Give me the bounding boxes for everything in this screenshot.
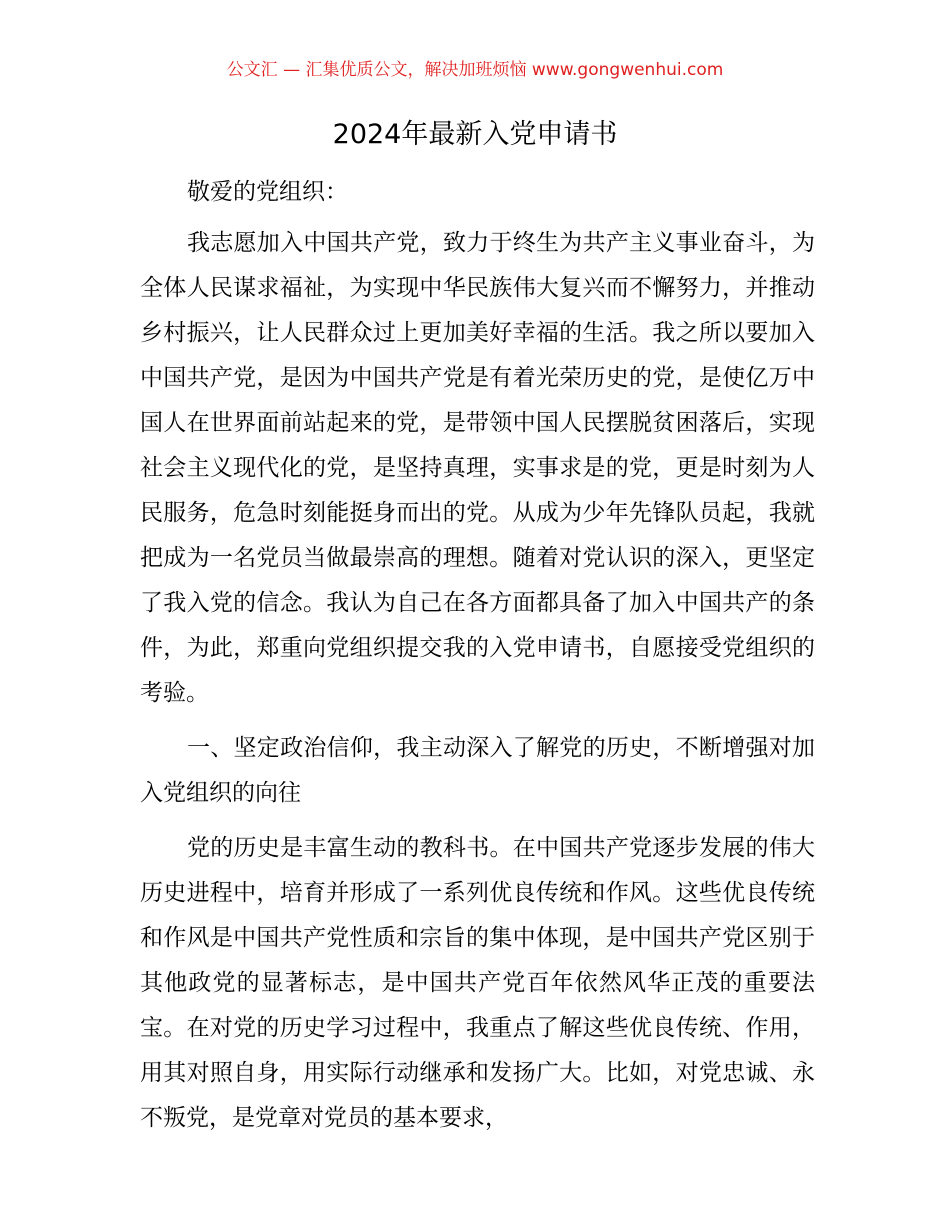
salutation: 敬爱的党组织：	[187, 179, 348, 205]
document-title: 2024年最新入党申请书	[332, 119, 618, 150]
header-banner: 公文汇 — 汇集优质公文，解决加班烦恼 www.gongwenhui.com	[226, 60, 724, 80]
paragraph-history: 党的历史是丰富生动的教科书。在中国共产党逐步发展的伟大历史进程中，培育并形成了一系列优良传统和作风。这些优良传统和作风是中国共产党性质和宗旨的集中体现，是中国共产党区别于其他政党的显著标志，是中国共产党百年依然风华正茂的重要法宝。在对党的历史学习过程中，我重点了解这些优良传统、作用，用其对照自身，用实际行动继承和发扬广大。比如，对党忠诚、永不叛党，是党章对党员的基本要求，	[140, 835, 815, 1131]
paragraph-intro: 我志愿加入中国共产党，致力于终生为共产主义事业奋斗，为全体人民谋求福祉，为实现中华民族伟大复兴而不懈努力，并推动乡村振兴，让人民群众过上更加美好幸福的生活。我之所以要加入中国共产党，是因为中国共产党是有着光荣历史的党，是使亿万中国人在世界面前站起来的党，是带领中国人民摆脱贫困落后，实现社会主义现代化的党，是坚持真理，实事求是的党，更是时刻为人民服务，危急时刻能挺身而出的党。从成为少年先锋队员起，我就把成为一名党员当做最崇高的理想。随着对党认识的深入，更坚定了我入党的信念。我认为自己在各方面都具备了加入中国共产的条件，为此，郑重向党组织提交我的入党申请书，自愿接受党组织的考验。	[140, 230, 815, 706]
section-heading-1: 一、坚定政治信仰，我主动深入了解党的历史，不断增强对加入党组织的向往	[140, 735, 815, 806]
document-body	[140, 170, 815, 1151]
